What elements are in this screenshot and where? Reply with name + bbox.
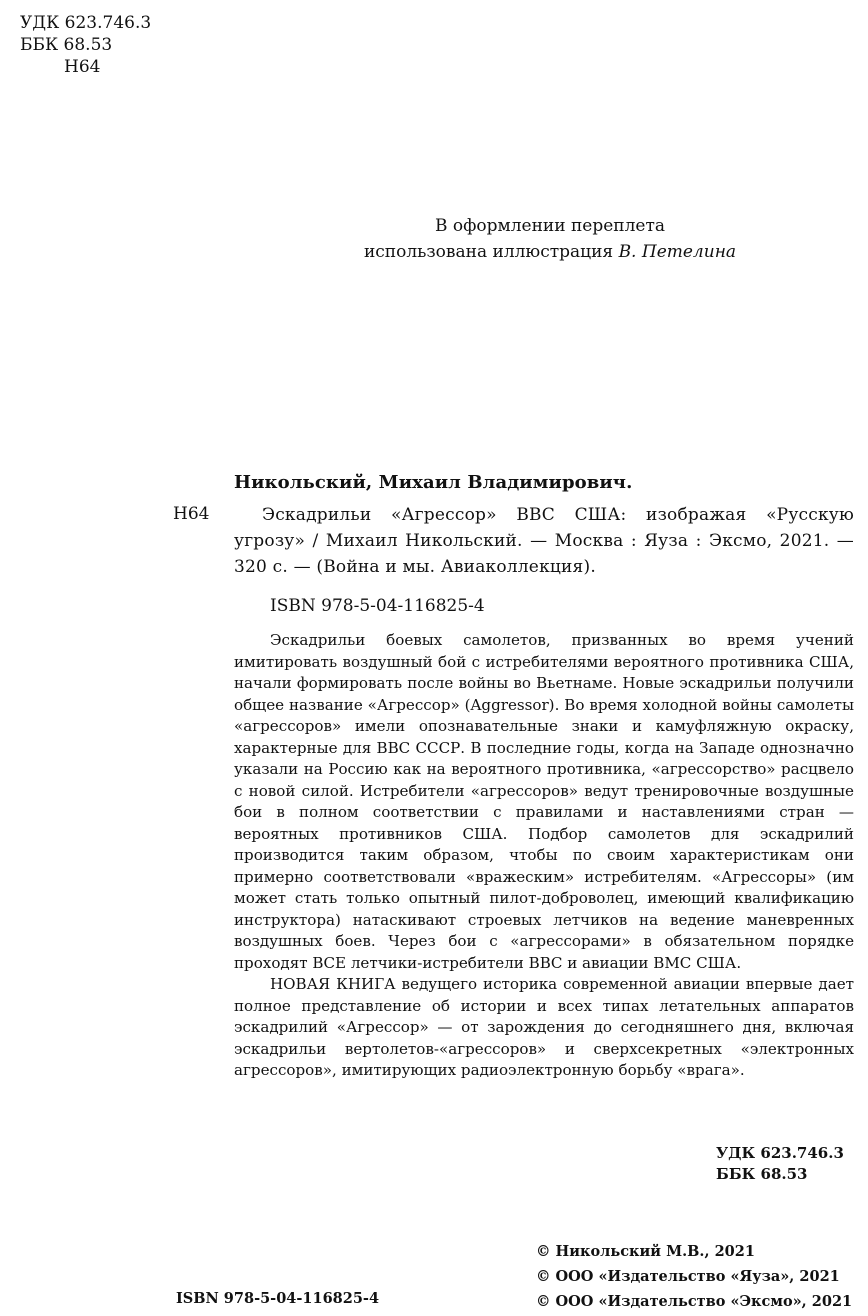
- illustration-line-2: [300, 239, 800, 265]
- isbn-bottom: ISBN 978-5-04-116825-4: [176, 1290, 380, 1307]
- classification-block: [20, 12, 151, 78]
- bottom-udk: УДК 623.746.3: [716, 1144, 844, 1162]
- udk-code: УДК 623.746.3: [20, 13, 152, 33]
- author-mark: Н64: [64, 57, 101, 77]
- annotation: [234, 630, 854, 1082]
- biblio-author-mark: Н64: [173, 504, 210, 524]
- copyright-line: © ООО «Издательство «Яуза», 2021: [536, 1268, 840, 1285]
- bottom-classification: [716, 1143, 844, 1185]
- isbn-biblio: ISBN 978-5-04-116825-4: [270, 596, 485, 616]
- illustration-line-1: В оформлении переплета: [434, 216, 666, 236]
- illustration-artist: В. Петелина: [618, 242, 737, 262]
- copyright-line: © Никольский М.В., 2021: [536, 1243, 755, 1260]
- bottom-bbk: ББК 68.53: [716, 1165, 808, 1183]
- copyright-line: © ООО «Издательство «Эксмо», 2021: [536, 1293, 853, 1310]
- annotation-paragraph: Эскадрильи боевых самолетов, призванных во время учений имитировать воздушный бой с истребителями вероятного противника США, начали формировать после войны во Вьетнаме. Новые эскадрильи получили общее название «Агрессор» (Aggressor). Во время холодной войны самолеты «агрессоров» имели опознавательные знаки и камуфляжную окраску, характерные для ВВС СССР. В последние годы, когда на Западе однозначно указали на Россию как на вероятного противника, «агрессорство» расцвело с новой силой. Истребители «агрессоров» ведут тренировочные воздушные бои в полном соответствии с правилами и наставлениями стран — вероятных противников США. Подбор самолетов для эскадрилий производится таким образом, чтобы по своим характеристикам они примерно соответствовали «вражеским» истребителям. «Агрессоры» (им может стать только опытный пилот-доброволец, имеющий квалификацию инструктора) натаскивают строевых летчиков на ведение маневренных воздушных боев. Через бои с «агрессорами» в обязательном порядке проходят ВСЕ летчики-истребители ВВС и авиации ВМС США.: [234, 631, 854, 972]
- illustration-prefix: использована иллюстрация: [363, 242, 619, 262]
- title-statement: Эскадрильи «Агрессор» ВВС США: изображая «Русскую угрозу» / Михаил Никольский. — Москва : Яуза : Эксмо, 2021. — 320 с. — (Война и мы. Авиаколлекция).: [234, 505, 854, 577]
- copyright-block: [536, 1239, 852, 1314]
- bbk-code: ББК 68.53: [20, 35, 113, 55]
- annotation-paragraph: НОВАЯ КНИГА ведущего историка современной авиации впервые дает полное представление об истории и всех типах летательных аппаратов эскадрилий «Агрессор» — от зарождения до сегодняшнего дня, включая эскадрильи вертолетов-«агрессоров» и сверхсекретных «электронных агрессоров», имитирующих радиоэлектронную борьбу «врага».: [234, 975, 854, 1079]
- illustration-credit: [300, 213, 800, 265]
- author-heading: Никольский, Михаил Владимирович.: [234, 472, 633, 493]
